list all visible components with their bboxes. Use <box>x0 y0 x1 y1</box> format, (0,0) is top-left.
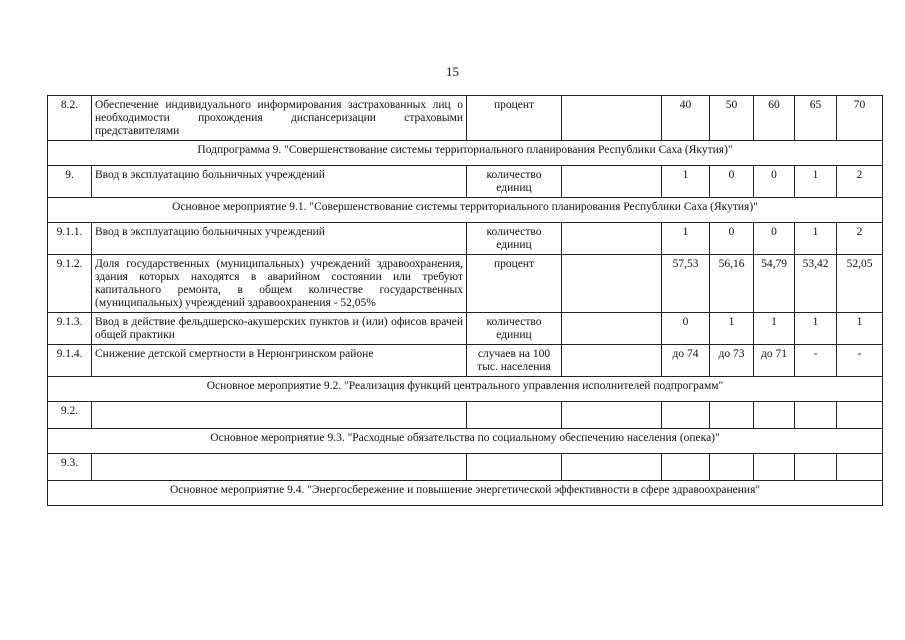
year-value: до 71 <box>754 345 795 377</box>
table-row <box>48 313 883 345</box>
indicator-name: Ввод в эксплуатацию больничных учреждений <box>92 166 467 198</box>
row-number: 9. <box>48 166 92 198</box>
year-value: 53,42 <box>795 255 837 313</box>
indicators-table <box>47 95 883 506</box>
year-value: 52,05 <box>837 255 883 313</box>
year-value: 1 <box>837 313 883 345</box>
table-row <box>48 345 883 377</box>
year-value: 54,79 <box>754 255 795 313</box>
row-number: 9.2. <box>48 402 92 429</box>
year-value: - <box>837 345 883 377</box>
year-value: до 74 <box>662 345 710 377</box>
year-value <box>710 402 754 429</box>
section-row <box>48 141 883 166</box>
year-value: 1 <box>795 223 837 255</box>
row-number: 8.2. <box>48 96 92 141</box>
row-number: 9.1.4. <box>48 345 92 377</box>
indicator-name <box>92 402 467 429</box>
section-title: Основное мероприятие 9.4. "Энергосбережение и повышение энергетической эффективности в сфере здравоохранения" <box>48 481 883 506</box>
year-value: 50 <box>710 96 754 141</box>
row-number: 9.1.1. <box>48 223 92 255</box>
year-value: 1 <box>795 166 837 198</box>
year-value: 2 <box>837 166 883 198</box>
year-value: - <box>795 345 837 377</box>
section-title: Основное мероприятие 9.1. "Совершенствование системы территориального планирования Республики Саха (Якутия)" <box>48 198 883 223</box>
year-value <box>795 402 837 429</box>
section-row <box>48 481 883 506</box>
year-value: 1 <box>754 313 795 345</box>
unit-of-measure <box>467 402 562 429</box>
base-value <box>562 223 662 255</box>
indicator-name: Ввод в эксплуатацию больничных учреждений <box>92 223 467 255</box>
section-title: Основное мероприятие 9.2. "Реализация функций центрального управления исполнителей подпрограмм" <box>48 377 883 402</box>
year-value <box>795 454 837 481</box>
indicator-name: Ввод в действие фельдшерско-акушерских пунктов и (или) офисов врачей общей практики <box>92 313 467 345</box>
year-value: 0 <box>710 223 754 255</box>
year-value <box>710 454 754 481</box>
section-row <box>48 198 883 223</box>
row-number: 9.1.3. <box>48 313 92 345</box>
year-value: 70 <box>837 96 883 141</box>
table-row <box>48 223 883 255</box>
indicator-name: Снижение детской смертности в Нерюнгринском районе <box>92 345 467 377</box>
page-number: 15 <box>446 64 459 79</box>
year-value: 0 <box>754 166 795 198</box>
year-value: 0 <box>754 223 795 255</box>
year-value <box>754 402 795 429</box>
year-value: 56,16 <box>710 255 754 313</box>
year-value <box>662 454 710 481</box>
year-value <box>837 454 883 481</box>
unit-of-measure: количество единиц <box>467 166 562 198</box>
row-number: 9.1.2. <box>48 255 92 313</box>
year-value: 1 <box>710 313 754 345</box>
year-value: 1 <box>662 223 710 255</box>
year-value <box>837 402 883 429</box>
unit-of-measure: количество единиц <box>467 313 562 345</box>
year-value: 40 <box>662 96 710 141</box>
year-value <box>662 402 710 429</box>
year-value: 0 <box>710 166 754 198</box>
section-row <box>48 429 883 454</box>
base-value <box>562 313 662 345</box>
table-row <box>48 255 883 313</box>
unit-of-measure <box>467 454 562 481</box>
year-value: до 73 <box>710 345 754 377</box>
table-row <box>48 454 883 481</box>
section-row <box>48 377 883 402</box>
year-value: 1 <box>795 313 837 345</box>
base-value <box>562 166 662 198</box>
unit-of-measure: случаев на 100 тыс. населения <box>467 345 562 377</box>
indicator-name: Обеспечение индивидуального информирования застрахованных лиц о необходимости прохождения диспансеризации страховыми представителями <box>92 96 467 141</box>
unit-of-measure: процент <box>467 255 562 313</box>
table-row <box>48 96 883 141</box>
year-value: 60 <box>754 96 795 141</box>
unit-of-measure: процент <box>467 96 562 141</box>
base-value <box>562 345 662 377</box>
section-title: Основное мероприятие 9.3. "Расходные обязательства по социальному обеспечению населения (опека)" <box>48 429 883 454</box>
year-value <box>754 454 795 481</box>
year-value: 1 <box>662 166 710 198</box>
base-value <box>562 96 662 141</box>
indicator-name: Доля государственных (муниципальных) учреждений здравоохранения, здания которых находятся в аварийном состоянии или требуют капитального ремонта, в общем количестве государственных (муниципальных) учреждений здравоохранения - 52,05% <box>92 255 467 313</box>
year-value: 0 <box>662 313 710 345</box>
base-value <box>562 402 662 429</box>
indicator-name <box>92 454 467 481</box>
section-title: Подпрограмма 9. "Совершенствование системы территориального планирования Республики Саха (Якутия)" <box>48 141 883 166</box>
base-value <box>562 454 662 481</box>
year-value: 57,53 <box>662 255 710 313</box>
table-row <box>48 402 883 429</box>
year-value: 2 <box>837 223 883 255</box>
base-value <box>562 255 662 313</box>
row-number: 9.3. <box>48 454 92 481</box>
table-row <box>48 166 883 198</box>
year-value: 65 <box>795 96 837 141</box>
unit-of-measure: количество единиц <box>467 223 562 255</box>
